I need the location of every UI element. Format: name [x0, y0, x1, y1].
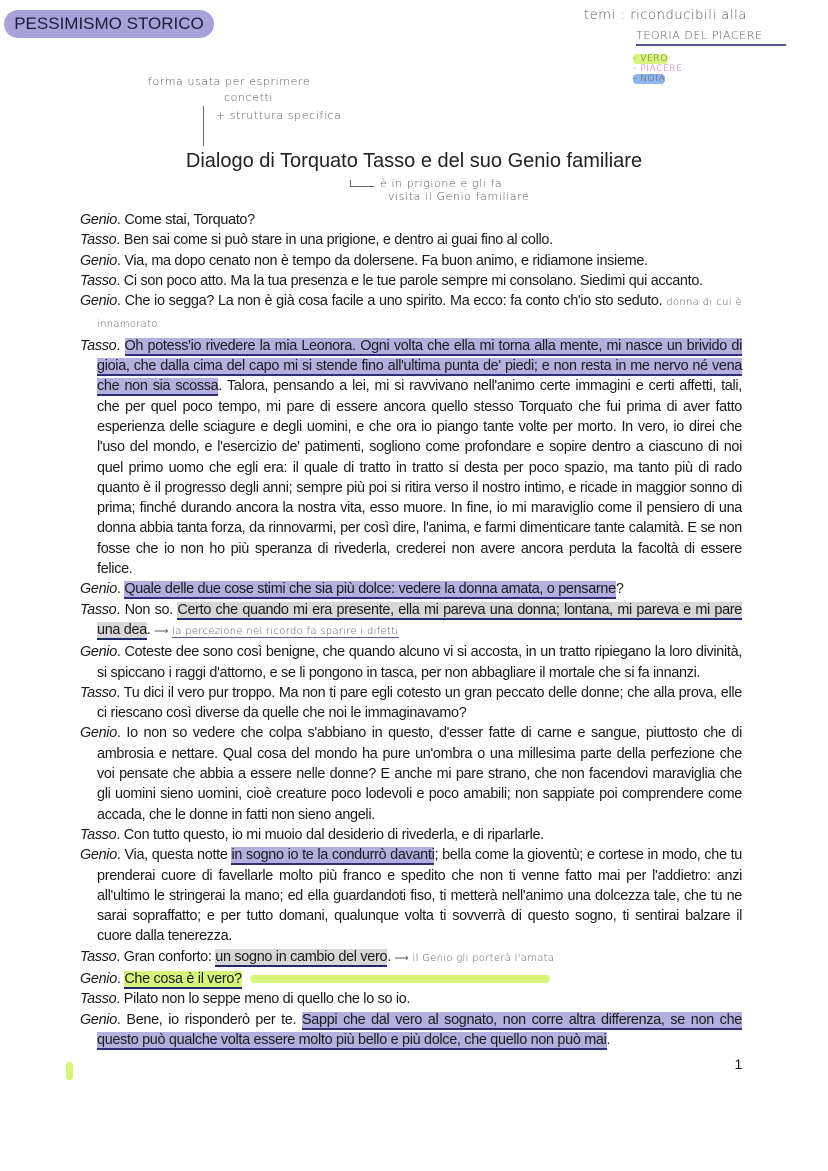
dialogue-text: [80, 210, 742, 1074]
note-genio: ⟶ il Genio gli porterà l'amata: [390, 952, 555, 964]
note-forma-3: + struttura specifica: [216, 109, 342, 122]
speaker-name: Tasso: [80, 337, 117, 354]
dialogue-text-segment: Con tutto questo, io mi muoio dal desiderio di rivederla, e di riparlarle.: [123, 826, 544, 843]
note-percezione-text: la percezione nel ricordo fa sparire i difetti: [172, 625, 399, 637]
note-prigione-2: visita il Genio familiare: [388, 190, 530, 203]
highlighted-text: Che cosa è il vero?: [124, 970, 242, 987]
highlighted-text: Certo che quando mi era presente, ella mi pareva una donna; lontana, mi pareva e mi pare una dea: [97, 601, 742, 638]
dialogue-line: Genio. Bene, io risponderò per te. Sappi che dal vero al sognato, non corre altra differenza, se non che questo può qualche volta essere molto più bello e più dolce, che quello non può mai.: [80, 1011, 742, 1048]
dialogue-line: Tasso. Non so. Certo che quando mi era presente, ella mi pareva una donna; lontana, mi pareva e mi pare una dea. ⟶ la percezione nel ricordo fa sparire i difetti: [80, 601, 742, 638]
highlighted-text: Sappi che dal vero al sognato, non corre altra differenza, se non che questo può qualche volta essere molto più bello e più dolce, che quello non può mai: [97, 1011, 742, 1048]
note-teoria-piacere: TEORIA DEL PIACERE: [636, 30, 786, 46]
dialogue-line: Genio. Coteste dee sono così benigne, che quando alcuno vi si accosta, in un tratto ripiegano la loro divinità, si spiccano i raggi d'attorno, e se li pongono in tasca, per non abbagliare il mortale che si fa innanzi.: [80, 644, 742, 681]
dialogue-line: Tasso. Con tutto questo, io mi muoio dal desiderio di rivederla, e di riparlarle.: [80, 826, 544, 843]
dialogue-line: Genio. Io non so vedere che colpa s'abbiano in questo, d'esser fatte di carne e sangue, piuttosto che di ambrosia e nettare. Qual cosa del mondo ha pure un'ombra o una millesima parte della perfezione che voi pensate che abbia a essere nelle donne? E anche mi pare strano, che non facendovi maraviglia che gli uomini sieno uomini, cioè creature poco lodevoli e poco amabili; non sappiate poi comprendere come accada, che le donne in fatti non sieno angeli.: [80, 725, 742, 823]
dialogue-line: Genio. Che cosa è il vero?: [80, 969, 742, 989]
dialogue-text-segment: ?: [615, 581, 624, 598]
speaker-name: Tasso: [80, 601, 117, 618]
dialogue-text-segment: Coteste dee sono così benigne, che quando alcuno vi si accosta, in un tratto ripiegano la loro divinità, si spiccano i raggi d'attorno, e se li pongono in tasca, per non abbagliare il mortale che si fa innanzi.: [97, 644, 742, 681]
speaker-name: Genio: [80, 212, 117, 228]
dialogue-text-segment: Tu dici il vero pur troppo. Ma non ti pare egli cotesto un gran peccato delle donne; che alla prova, elle ci riescano così diverse da quelle che noi le immaginavamo?: [97, 684, 742, 722]
note-genio-1-text: il Genio gli porterà: [412, 952, 512, 964]
highlighted-text: Oh potess'io rivedere la mia Leonora. Ogni volta che ella mi torna alla mente, mi nasce un brivido di gioia, che dalla cima del capo mi si stende fino all'ultima punta de' piedi; e non resta in me nervo né vena che non sia scossa: [97, 337, 742, 395]
speaker-name: Tasso: [80, 991, 117, 1008]
dialogue-text-segment: Pilato non lo seppe meno di quello che lo so io.: [123, 991, 411, 1008]
speaker-name: Genio: [80, 725, 117, 742]
note-genio-2: l'amata: [514, 952, 555, 964]
highlighted-text: in sogno io te la condurrò davanti: [231, 847, 435, 864]
dialogue-line: Tasso. Ci son poco atto. Ma la tua presenza e le tue parole sempre mi consolano. Siedimi qui accanto.: [80, 272, 703, 289]
speaker-name: Tasso: [80, 826, 117, 843]
dialogue-text-segment: Io non so vedere che colpa s'abbiano in questo, d'esser fatte di carne e sangue, piuttosto che di ambrosia e nettare. Qual cosa del mondo ha pure un'ombra o una millesima parte della perfezione che voi pensate che abbia a essere nelle donne? E anche mi pare strano, che non facendovi maraviglia che gli uomini sieno uomini, cioè creature poco lodevoli e poco amabili; non sappiate poi comprendere come accada, che le donne in fatti non sieno angeli.: [97, 725, 742, 823]
dialogue-text-segment: .: [606, 1031, 611, 1048]
highlighted-text: Quale delle due cose stimi che sia più dolce: vedere la donna amata, o pensarne: [124, 581, 616, 598]
speaker-name: Tasso: [80, 684, 117, 701]
note-prigione-1: è in prigione e gli fa: [380, 177, 503, 190]
dialogue-line: Tasso. Tu dici il vero pur troppo. Ma non ti pare egli cotesto un gran peccato delle donne; che alla prova, elle ci riescano così diverse da quelle che noi le immaginavamo?: [80, 684, 742, 722]
arrow-up-icon: [203, 106, 204, 146]
speaker-name: Genio: [80, 970, 117, 987]
dialogue-text-segment: Gran conforto:: [123, 948, 216, 965]
speaker-name: Genio: [80, 252, 117, 269]
speaker-name: Genio: [80, 1011, 117, 1028]
speaker-name: Tasso: [80, 232, 117, 249]
highlighted-text: un sogno in cambio del vero: [215, 948, 388, 965]
speaker-name: Genio: [80, 644, 117, 661]
note-noia: - NOIA: [633, 74, 666, 84]
green-highlight-stroke: [250, 975, 550, 983]
dialogue-text-segment: .: [146, 621, 151, 638]
dialogue-line: Genio. Come stai, Torquato?: [80, 212, 255, 228]
page-number: 1: [734, 1056, 742, 1073]
dialogue-line: Tasso. Ben sai come si può stare in una prigione, e dentro ai guai fino al collo.: [80, 232, 553, 249]
dialogue-text-segment: Bene, io risponderò per te.: [126, 1011, 302, 1028]
note-list: [633, 54, 683, 84]
section-tag: PESSIMISMO STORICO: [4, 10, 214, 38]
dialogue-text-segment: Ci son poco atto. Ma la tua presenza e le tue parole sempre mi consolano. Siedimi qui accanto.: [123, 272, 703, 289]
speaker-name: Genio: [80, 293, 117, 310]
dialogue-line: Tasso. Oh potess'io rivedere la mia Leonora. Ogni volta che ella mi torna alla mente, mi nasce un brivido di gioia, che dalla cima del capo mi si stende fino all'ultima punta de' piedi; e non resta in me nervo né vena che non sia scossa. Talora, pensando a lei, mi si ravvivano nell'animo certe immagini e certi affetti, tali, che per quel poco tempo, mi pare di essere ancora quello stesso Torquato che fui prima di aver fatto esperienza delle sciagure e degli uomini, e che ora io piango tante volte per morto. In vero, io direi che l'uso del mondo, e l'esercizio de' patimenti, sogliono come profondare e sopire dentro a ciascuno di noi quel primo uomo che egli era: il quale di tratto in tratto si desta per poco spazio, ma tanto più di rado quanto è il progresso degli anni; sempre più poi si ritira verso il nostro intimo, e ricade in maggior sonno di prima; finché durando ancora la nostra vita, esso muore. In fine, io mi maraviglio come il pensiero di una donna abbia tanta forza, da rinnovarmi, per così dire, l'anima, e farmi dimenticare tante calamità. E se non fosse che io non ho più speranza di rivederla, crederei non avere ancora perduta la facoltà di essere felice.: [80, 337, 742, 578]
dialogue-line: Genio. Che io segga? La non è già cosa facile a uno spirito. Ma ecco: fa conto ch'io sto seduto. donna di cui è innamorato: [80, 293, 742, 331]
note-forma-1: forma usata per esprimere: [148, 75, 311, 88]
dialogue-text-segment: .: [387, 948, 391, 965]
dialogue-line: Tasso. Gran conforto: un sogno in cambio del vero. ⟶ il Genio gli porterà l'amata: [80, 948, 555, 965]
speaker-name: Genio: [80, 581, 117, 598]
dialogue-line: Genio. Via, questa notte in sogno io te la condurrò davanti; bella come la gioventù; e cortese in modo, che tu prenderai cuore di favellarle molto più franco e spedito che non ti venne fatto mai per l'addietro: anzi all'ultimo le stringerai la mano; ed ella guardandoti fiso, ti metterà nell'animo una dolcezza tale, che tu ne sarai sopraffatto; e per tutto domani, qualunque volta ti sovverrà di questo sogno, ti sentirai balzare il cuore dalla tenerezza.: [80, 847, 742, 945]
dialogue-text-segment: Via, ma dopo cenato non è tempo da dolersene. Fa buon animo, e ridiamone insieme.: [124, 252, 648, 269]
note-percezione: ⟶ la percezione nel ricordo fa sparire i difetti: [150, 625, 399, 637]
note-forma-2: concetti: [224, 91, 274, 104]
note-temi: temi : riconducibili alla: [584, 8, 747, 23]
dialogue-line: Tasso. Pilato non lo seppe meno di quello che lo so io.: [80, 991, 411, 1008]
dialogue-text-segment: Come stai, Torquato?: [124, 212, 255, 228]
dialogue-text-segment: Non so.: [124, 601, 178, 618]
dialogue-text-segment: Che io segga? La non è già cosa facile a uno spirito. Ma ecco: fa conto ch'io sto seduto.: [124, 293, 663, 310]
arrow-right-icon: [350, 186, 374, 187]
dialogue-line: Genio. Via, ma dopo cenato non è tempo da dolersene. Fa buon animo, e ridiamone insieme.: [80, 252, 648, 269]
green-margin-mark: [66, 1062, 73, 1080]
note-donna-1: donna di cui è: [666, 297, 742, 309]
note-vero: - VERO: [633, 54, 668, 64]
dialogue-text-segment: Ben sai come si può stare in una prigione, e dentro ai guai fino al collo.: [123, 232, 553, 249]
dialogue-line: Genio. Quale delle due cose stimi che sia più dolce: vedere la donna amata, o pensarne?: [80, 581, 624, 598]
speaker-name: Tasso: [80, 948, 117, 965]
speaker-name: Tasso: [80, 272, 117, 289]
note-donna-2: innamorato: [97, 319, 158, 331]
speaker-name: Genio: [80, 847, 117, 864]
dialogue-text-segment: Via, questa notte: [124, 847, 232, 864]
dialogue-text-segment: ; bella come la gioventù; e cortese in modo, che tu prenderai cuore di favellarle molto più franco e spedito che non ti venne fatto mai per l'addietro: anzi all'ultimo le stringerai la mano; ed ella guardandoti fiso, ti metterà nell'animo una dolcezza tale, che tu ne sarai sopraffatto; e per tutto domani, qualunque volta ti sovverrà di questo sogno, ti sentirai balzare il cuore dalla tenerezza.: [97, 847, 742, 945]
dialogue-text-segment: . Talora, pensando a lei, mi si ravvivano nell'animo certe immagini e certi affetti, tali, che per quel poco tempo, mi pare di essere ancora quello stesso Torquato che fui prima di aver fatto esperienza delle sciagure e degli uomini, e che ora io piango tante volte per morto. In vero, io direi che l'uso del mondo, e l'esercizio de' patimenti, sogliono come profondare e sopire dentro a ciascuno di noi quel primo uomo che egli era: il quale di tratto in tratto si desta per poco spazio, ma tanto più di rado quanto è il progresso degli anni; sempre più poi si ritira verso il nostro intimo, e ricade in maggior sonno di prima; finché durando ancora la nostra vita, esso muore. In fine, io mi maraviglio come il pensiero di una donna abbia tanta forza, da rinnovarmi, per così dire, l'anima, e farmi dimenticare tante calamità. E se non fosse che io non ho più speranza di rivederla, crederei non avere ancora perduta la facoltà di essere felice.: [97, 378, 742, 578]
document-title: Dialogo di Torquato Tasso e del suo Genio familiare: [185, 150, 643, 172]
note-piacere: - PIACERE: [633, 64, 683, 74]
